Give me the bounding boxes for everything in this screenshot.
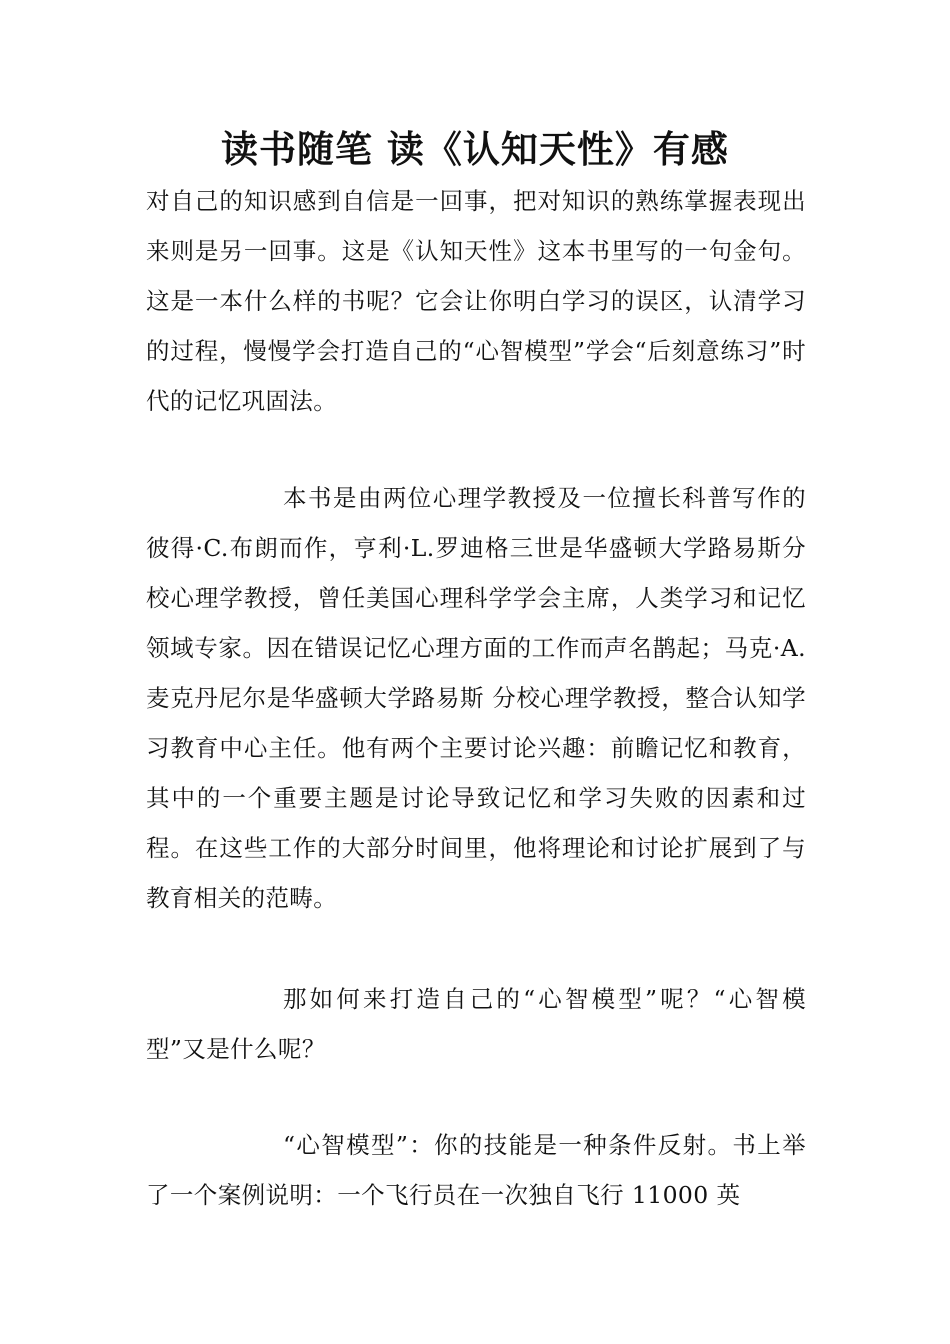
- paragraph-intro: 对自己的知识感到自信是一回事，把对知识的熟练掌握表现出来则是另一回事。这是《认知天性》这本书里写的一句金句。这是一本什么样的书呢？它会让你明白学习的误区，认清学习的过程，慢慢学会打造自己的“心智模型”学会“后刻意练习”时代的记忆巩固法。: [146, 187, 806, 415]
- paragraph-authors: 本书是由两位心理学教授及一位擅长科普写作的彼得·C.布朗而作，亨利·L.罗迪格三世是华盛顿大学路易斯分校心理学教授，曾任美国心理科学学会主席，人类学习和记忆领域专家。因在错误记忆心理方面的工作而声名鹊起；马克·A.麦克丹尼尔是华盛顿大学路易斯 分校心理学教授，整合认知学习教育中心主任。他有两个主要讨论兴趣：前瞻记忆和教育，其中的一个重要主题是讨论导致记忆和学习失败的因素和过程。在这些工作的大部分时间里，他将理论和讨论扩展到了与教育相关的范畴。: [146, 484, 806, 912]
- page-title: 读书随笔 读《认知天性》有感: [221, 128, 729, 171]
- paragraph-question: 那如何来打造自己的“心智模型”呢？“心智模型”又是什么呢？: [146, 985, 806, 1063]
- paragraph-mental-model: “心智模型”：你的技能是一种条件反射。书上举了一个案例说明：一个飞行员在一次独自飞行 11000 英: [146, 1131, 806, 1209]
